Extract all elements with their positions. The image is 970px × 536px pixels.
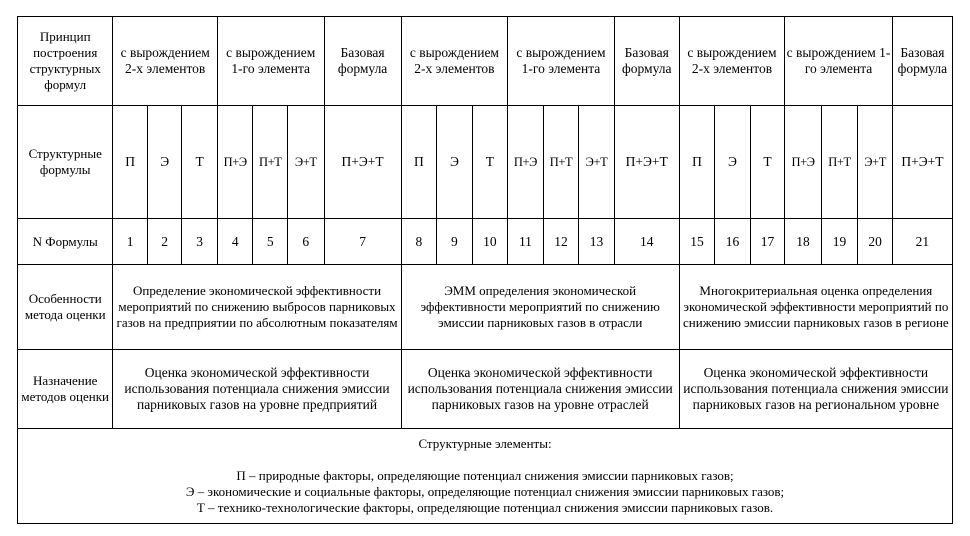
purpose-region: Оценка экономической эффективности использования потенциала снижения эмиссии парниковых газов на региональном уровне (679, 350, 952, 429)
legend-row (18, 429, 953, 524)
legend-line-economic: Э – экономические и социальные факторы, определяющие потенциал снижения эмиссии парниковых газов; (185, 484, 785, 499)
formula-cell: П+Э+Т (614, 106, 679, 219)
legend-title: Структурные элементы: (418, 436, 552, 451)
formula-cell: П+Э (217, 106, 253, 219)
formula-number: 20 (858, 219, 893, 265)
formula-number: 21 (892, 219, 952, 265)
legend-cell (18, 429, 953, 524)
formula-cell: Э+Т (287, 106, 324, 219)
formula-cell: П+Э+Т (324, 106, 401, 219)
formula-number: 18 (785, 219, 822, 265)
header-two-element-degeneration: с вырождением 2-х элементов (401, 17, 508, 106)
header-base-formula: Базовая формула (324, 17, 401, 106)
formula-cell: Э+Т (858, 106, 893, 219)
header-base-formula: Базовая формула (614, 17, 679, 106)
table-wrapper (17, 16, 953, 524)
row-label-purpose: Назначение методов оценки (18, 350, 113, 429)
formula-cell: Т (472, 106, 508, 219)
formula-number: 12 (543, 219, 579, 265)
feature-enterprise: Определение экономической эффективности мероприятий по снижению выбросов парниковых газов на предприятии по абсолютным показателям (113, 265, 401, 350)
header-one-element-degeneration: с вырождением 1-го элемента (508, 17, 615, 106)
formula-number: 19 (821, 219, 858, 265)
row-label-features: Особенности метода оценки (18, 265, 113, 350)
row-label-principle: Принцип построения структурных формул (18, 17, 113, 106)
purpose-row (18, 350, 953, 429)
numbers-row (18, 219, 953, 265)
formula-cell: П (113, 106, 148, 219)
formula-cell: П+Т (543, 106, 579, 219)
row-label-formulas: Структурные формулы (18, 106, 113, 219)
formula-cell: Э (437, 106, 473, 219)
formula-cell: Э (715, 106, 751, 219)
formulas-row (18, 106, 953, 219)
header-one-element-degeneration: с вырождением 1-го элемента (785, 17, 893, 106)
formula-cell: Т (182, 106, 218, 219)
formula-number: 2 (147, 219, 182, 265)
formula-cell: П+Т (821, 106, 858, 219)
purpose-enterprise: Оценка экономической эффективности использования потенциала снижения эмиссии парниковых газов на уровне предприятий (113, 350, 401, 429)
formula-cell: Т (750, 106, 785, 219)
formula-number: 10 (472, 219, 508, 265)
formula-number: 7 (324, 219, 401, 265)
formula-cell: П+Э (785, 106, 822, 219)
features-row (18, 265, 953, 350)
formula-number: 17 (750, 219, 785, 265)
formula-cell: П+Т (253, 106, 288, 219)
formula-cell: П (401, 106, 437, 219)
legend-line-technological: Т – технико-технологические факторы, определяющие потенциал снижения эмиссии парниковых газов. (196, 500, 774, 515)
purpose-industry: Оценка экономической эффективности использования потенциала снижения эмиссии парниковых газов на уровне отраслей (401, 350, 679, 429)
header-row (18, 17, 953, 106)
formula-cell: Э+Т (579, 106, 615, 219)
formula-number: 4 (217, 219, 253, 265)
formula-number: 16 (715, 219, 751, 265)
formula-cell: П+Э+Т (892, 106, 952, 219)
structural-formulas-table (17, 16, 953, 524)
feature-region: Многокритериальная оценка определения экономической эффективности мероприятий по снижению эмиссии парниковых газов в регионе (679, 265, 952, 350)
formula-number: 1 (113, 219, 148, 265)
legend-line-natural: П – природные факторы, определяющие потенциал снижения эмиссии парниковых газов; (236, 468, 734, 483)
formula-cell: П (679, 106, 715, 219)
formula-number: 11 (508, 219, 544, 265)
formula-number: 9 (437, 219, 473, 265)
row-label-number: N Формулы (18, 219, 113, 265)
header-one-element-degeneration: с вырождением 1-го элемента (217, 17, 324, 106)
formula-number: 5 (253, 219, 288, 265)
feature-industry: ЭММ определения экономической эффективности мероприятий по снижению эмиссии парниковых газов в отрасли (401, 265, 679, 350)
formula-number: 13 (579, 219, 615, 265)
formula-number: 14 (614, 219, 679, 265)
header-base-formula: Базовая формула (892, 17, 952, 106)
formula-cell: П+Э (508, 106, 544, 219)
formula-number: 15 (679, 219, 715, 265)
formula-number: 6 (287, 219, 324, 265)
formula-number: 8 (401, 219, 437, 265)
formula-cell: Э (147, 106, 182, 219)
formula-number: 3 (182, 219, 218, 265)
header-two-element-degeneration: с вырождением 2-х элементов (113, 17, 218, 106)
header-two-element-degeneration: с вырождением 2-х элементов (679, 17, 785, 106)
